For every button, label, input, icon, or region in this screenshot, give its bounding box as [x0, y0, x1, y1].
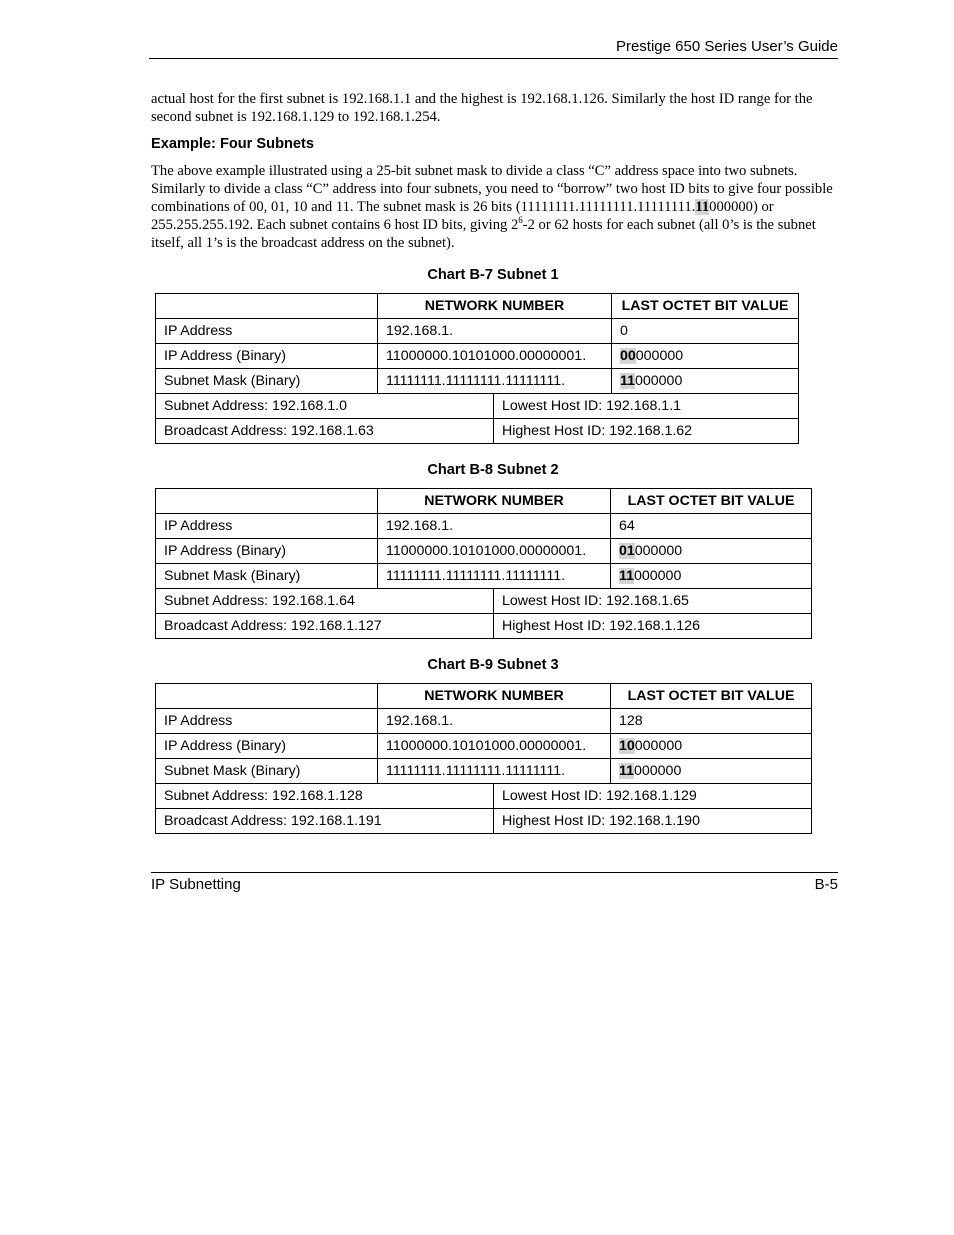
table-header-last-octet: LAST OCTET BIT VALUE — [612, 294, 799, 319]
section-paragraph-part3: -2 or 62 hosts for each subnet (all 0’s is the subnet itself, all 1’s is the broadcast address on the subnet). — [151, 217, 816, 251]
table-row — [156, 344, 799, 369]
table-row — [156, 514, 812, 539]
highlighted-bits: 10 — [619, 738, 635, 754]
row-network-value: 192.168.1. — [378, 514, 611, 539]
section-paragraph-part1: The above example illustrated using a 25-bit subnet mask to divide a class “C” address space into two subnets. Similarly to divide a class “C” address into four subnets, you need to “borrow” two host ID bits to give four possible combinations of 00, 01, 10 and 11. The subnet mask is 26 bits (11111111.11111111.11111111. — [151, 163, 833, 215]
table-header-row — [156, 684, 812, 709]
table-row — [156, 759, 812, 784]
table-row — [156, 784, 812, 809]
row-label: IP Address — [156, 319, 378, 344]
table-header-empty — [156, 294, 378, 319]
table-header-network: NETWORK NUMBER — [378, 684, 611, 709]
broadcast-address-cell: Broadcast Address: 192.168.1.127 — [156, 614, 494, 639]
table-row — [156, 394, 799, 419]
header-title: Prestige 650 Series User’s Guide — [615, 38, 838, 55]
lowest-host-cell: Lowest Host ID: 192.168.1.129 — [494, 784, 812, 809]
remaining-bits: 000000 — [635, 373, 683, 389]
subnet-table — [155, 293, 799, 444]
row-last-octet-value — [612, 369, 799, 394]
subnet-address-cell: Subnet Address: 192.168.1.64 — [156, 589, 494, 614]
highlighted-bits: 01 — [619, 543, 635, 559]
table-header-last-octet: LAST OCTET BIT VALUE — [611, 489, 812, 514]
remaining-bits: 000000 — [634, 763, 682, 779]
table-row — [156, 809, 812, 834]
highlighted-bits: 00 — [620, 348, 636, 364]
table-header-row — [156, 489, 812, 514]
table-row — [156, 614, 812, 639]
row-last-octet-value — [611, 539, 812, 564]
highest-host-cell: Highest Host ID: 192.168.1.190 — [494, 809, 812, 834]
section-paragraph-highlight: 11 — [695, 199, 710, 215]
remaining-bits: 000000 — [635, 348, 684, 364]
table-header-row — [156, 294, 799, 319]
subnet-address-cell: Subnet Address: 192.168.1.128 — [156, 784, 494, 809]
row-network-value: 11000000.10101000.00000001. — [378, 734, 611, 759]
remaining-bits: 000000 — [634, 738, 683, 754]
page-footer — [151, 872, 838, 894]
table-row — [156, 709, 812, 734]
row-network-value: 11000000.10101000.00000001. — [378, 539, 611, 564]
row-label: IP Address — [156, 514, 378, 539]
table-row — [156, 539, 812, 564]
row-last-octet-value — [611, 759, 812, 784]
row-network-value: 192.168.1. — [378, 319, 612, 344]
row-network-value: 192.168.1. — [378, 709, 611, 734]
row-last-octet-value: 64 — [611, 514, 812, 539]
row-network-value: 11000000.10101000.00000001. — [378, 344, 612, 369]
section-paragraph-part2: 000000) or 255.255.255.192. Each subnet contains 6 host ID bits, giving 2 — [151, 199, 774, 233]
table-row — [156, 564, 812, 589]
remaining-bits: 000000 — [634, 568, 682, 584]
row-label: Subnet Mask (Binary) — [156, 564, 378, 589]
table-header-empty — [156, 489, 378, 514]
row-label: IP Address (Binary) — [156, 734, 378, 759]
highest-host-cell: Highest Host ID: 192.168.1.126 — [494, 614, 812, 639]
subnet-table — [155, 488, 812, 639]
table-header-network: NETWORK NUMBER — [378, 294, 612, 319]
row-label: IP Address (Binary) — [156, 539, 378, 564]
row-last-octet-value — [611, 564, 812, 589]
table-header-empty — [156, 684, 378, 709]
highlighted-bits: 11 — [620, 373, 635, 389]
section-paragraph — [151, 162, 839, 252]
remaining-bits: 000000 — [634, 543, 683, 559]
section-paragraph-superscript: 6 — [518, 215, 523, 226]
broadcast-address-cell: Broadcast Address: 192.168.1.63 — [156, 419, 494, 444]
row-network-value: 11111111.11111111.11111111. — [378, 759, 611, 784]
row-network-value: 11111111.11111111.11111111. — [378, 564, 611, 589]
lowest-host-cell: Lowest Host ID: 192.168.1.1 — [494, 394, 799, 419]
row-label: IP Address — [156, 709, 378, 734]
table-row — [156, 734, 812, 759]
table-row — [156, 369, 799, 394]
lowest-host-cell: Lowest Host ID: 192.168.1.65 — [494, 589, 812, 614]
highlighted-bits: 11 — [619, 568, 634, 584]
chart-caption: Chart B-7 Subnet 1 — [427, 267, 559, 283]
page-header — [149, 37, 838, 59]
subnet-address-cell: Subnet Address: 192.168.1.0 — [156, 394, 494, 419]
row-network-value: 11111111.11111111.11111111. — [378, 369, 612, 394]
page-number: B-5 — [814, 876, 838, 893]
table-row — [156, 589, 812, 614]
table-header-network: NETWORK NUMBER — [378, 489, 611, 514]
table-row — [156, 419, 799, 444]
row-label: IP Address (Binary) — [156, 344, 378, 369]
footer-section-title: IP Subnetting — [151, 876, 241, 893]
intro-paragraph: actual host for the first subnet is 192.168.1.1 and the highest is 192.168.1.126. Similarly the host ID range for the second subnet is 192.168.1.129 to 192.168.1.254. — [151, 91, 813, 125]
row-label: Subnet Mask (Binary) — [156, 759, 378, 784]
highest-host-cell: Highest Host ID: 192.168.1.62 — [494, 419, 799, 444]
section-heading: Example: Four Subnets — [151, 136, 314, 152]
row-last-octet-value: 128 — [611, 709, 812, 734]
row-last-octet-value — [611, 734, 812, 759]
subnet-table — [155, 683, 812, 834]
chart-caption: Chart B-8 Subnet 2 — [427, 462, 559, 478]
row-label: Subnet Mask (Binary) — [156, 369, 378, 394]
chart-caption: Chart B-9 Subnet 3 — [427, 657, 559, 673]
table-row — [156, 319, 799, 344]
row-last-octet-value — [612, 344, 799, 369]
highlighted-bits: 11 — [619, 763, 634, 779]
broadcast-address-cell: Broadcast Address: 192.168.1.191 — [156, 809, 494, 834]
row-last-octet-value: 0 — [612, 319, 799, 344]
table-header-last-octet: LAST OCTET BIT VALUE — [611, 684, 812, 709]
